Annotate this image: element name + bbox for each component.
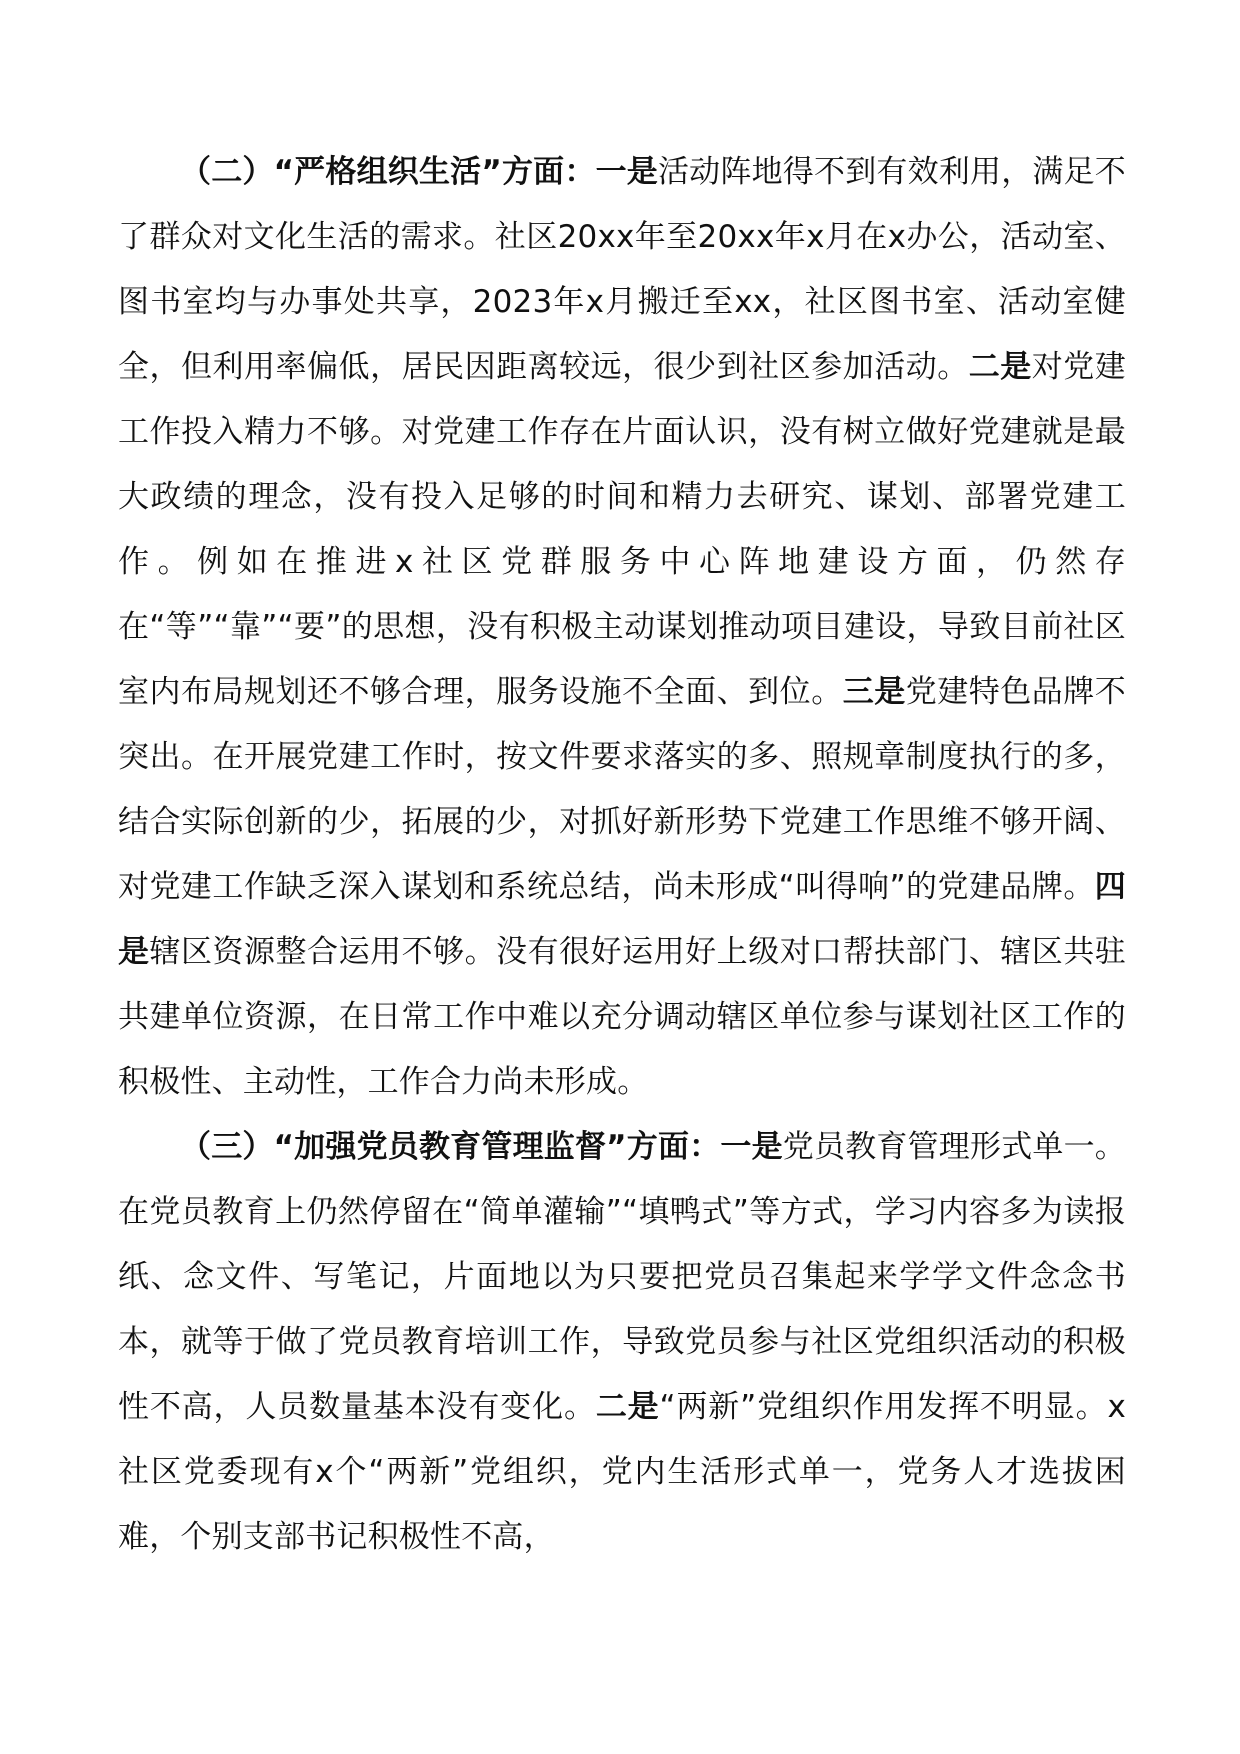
point-two-marker: 二是 [968, 349, 1032, 385]
point-four-marker: 四是 [118, 869, 1126, 970]
point-two-text: “两新”党组织作用发挥不明显。x社区党委现有x个“两新”党组织，党内生活形式单一，党务人才选拔困难，个别支部书记积极性不高， [118, 1389, 1127, 1555]
point-one-text: 党员教育管理形式单一。在党员教育上仍然停留在“简单灌输”“填鸭式”等方式，学习内容多为读报纸、念文件、写笔记，片面地以为只要把党员召集起来学学文件念念书本，就等于做了党员教育培训工作，导致党员参与社区党组织活动的积极性不高，人员数量基本没有变化。 [118, 1129, 1126, 1425]
document-body [118, 140, 1126, 1570]
section-two-heading: （二）“严格组织生活”方面： [180, 154, 596, 190]
section-three-heading: （三）“加强党员教育管理监督”方面： [180, 1129, 721, 1165]
point-one-marker: 一是 [720, 1129, 783, 1165]
point-two-marker: 二是 [595, 1389, 660, 1425]
point-one-marker: 一是 [595, 154, 658, 190]
point-three-marker: 三是 [842, 674, 906, 710]
point-three-text: 党建特色品牌不突出。在开展党建工作时，按文件要求落实的多、照规章制度执行的多，结合实际创新的少，拓展的少，对抓好新形势下党建工作思维不够开阔、对党建工作缺乏深入谋划和系统总结，尚未形成“叫得响”的党建品牌。 [118, 674, 1127, 905]
point-four-text: 辖区资源整合运用不够。没有很好运用好上级对口帮扶部门、辖区共驻共建单位资源，在日常工作中难以充分调动辖区单位参与谋划社区工作的积极性、主动性，工作合力尚未形成。 [118, 934, 1126, 1100]
section-three-paragraph [118, 1115, 1126, 1570]
point-two-text: 对党建工作投入精力不够。对党建工作存在片面认识，没有树立做好党建就是最大政绩的理念，没有投入足够的时间和精力去研究、谋划、部署党建工作。例如在推进x社区党群服务中心阵地建设方面，仍然存在“等”“靠”“要”的思想，没有积极主动谋划推动项目建设，导致目前社区室内布局规划还不够合理，服务设施不全面、到位。 [118, 349, 1126, 710]
section-two-paragraph [118, 140, 1126, 1115]
point-one-text: 活动阵地得不到有效利用，满足不了群众对文化生活的需求。社区20xx年至20xx年x月在x办公，活动室、图书室均与办事处共享，2023年x月搬迁至xx，社区图书室、活动室健全，但利用率偏低，居民因距离较远，很少到社区参加活动。 [118, 154, 1127, 385]
